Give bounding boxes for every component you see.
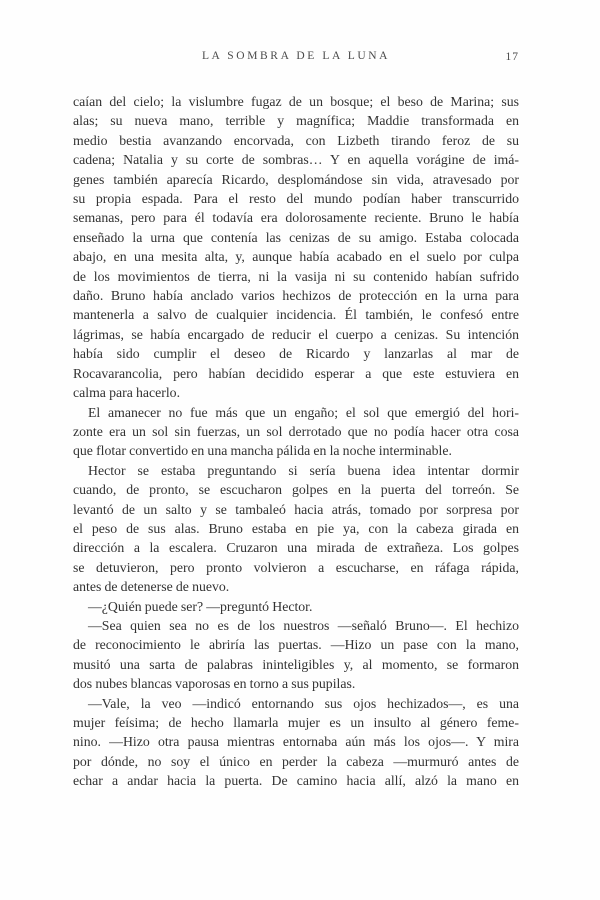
text-line: daño. Bruno había anclado varios hechizos de protección en la urna para bbox=[73, 288, 519, 304]
text-line: su propia espada. Para el resto del mundo podían haber transcurrido bbox=[73, 191, 519, 207]
text-line: mujer feísima; de hecho llamarla mujer es un insulto al género feme- bbox=[73, 715, 519, 730]
text-line: zonte era un sol sin fuerzas, un sol derrotado que no podía hacer otra cosa bbox=[73, 423, 519, 439]
text-line: genes también aparecía Ricardo, desplomándose sin vida, atravesado por bbox=[73, 171, 519, 187]
text-line: nino. —Hizo otra pausa mientras entornaba aún más los ojos—. Y mira bbox=[73, 734, 519, 750]
text-line: cuando, de pronto, se escucharon golpes en la puerta del torreón. Se bbox=[73, 482, 519, 498]
text-body bbox=[73, 92, 519, 791]
text-line: mantenerla a salvo de cualquier incidencia. Él también, le confesó entre bbox=[73, 307, 519, 323]
text-line: levantó de un salto y se tambaleó hacia atrás, tomado por sorpresa por bbox=[73, 501, 519, 517]
text-line: que flotar convertido en una mancha pálida en la noche interminable. bbox=[73, 443, 452, 459]
paragraph bbox=[73, 403, 519, 461]
text-line: —Sea quien sea no es de los nuestros —señaló Bruno—. El hechizo bbox=[88, 617, 519, 633]
text-line: caían del cielo; la vislumbre fugaz de un bosque; el beso de Marina; sus bbox=[73, 94, 519, 109]
text-line: Hector se estaba preguntando si sería buena idea intentar dormir bbox=[88, 462, 519, 478]
text-line: dirección a la escalera. Cruzaron una mirada de extrañeza. Los golpes bbox=[73, 540, 519, 556]
text-line: abajo, en una mesita alta, y, aunque había acabado en el suelo por culpa bbox=[73, 249, 519, 265]
text-line: cadena; Natalia y su corte de sombras… Y en aquella vorágine de imá- bbox=[73, 152, 519, 168]
text-line: medio bestia avanzando encorvada, con Lizbeth tirando feroz de su bbox=[73, 132, 519, 148]
text-line: se detuvieron, pero pronto volvieron a escucharse, en ráfaga rápida, bbox=[73, 559, 519, 575]
text-line: de reconocimiento le abriría las puertas. —Hizo un pase con la mano, bbox=[73, 637, 519, 653]
text-line: semanas, pero para él todavía era dolorosamente reciente. Bruno le había bbox=[73, 210, 519, 226]
paragraph bbox=[73, 694, 519, 791]
page-number: 17 bbox=[505, 51, 519, 63]
text-line: el peso de sus alas. Bruno estaba en pie ya, con la cabeza girada en bbox=[73, 520, 519, 536]
text-line: alas; su nueva mano, terrible y magnífica; Maddie transformada en bbox=[73, 113, 519, 129]
text-line: lágrimas, se había encargado de reducir el cuerpo a cenizas. Su intención bbox=[73, 326, 519, 342]
text-line: —Vale, la veo —indicó entornando sus ojos hechizados—, es una bbox=[88, 695, 519, 711]
text-line: por dónde, no soy el único en perder la cabeza —murmuró antes de bbox=[73, 753, 519, 769]
text-line: —¿Quién puede ser? —preguntó Hector. bbox=[88, 598, 313, 614]
text-line: echar a andar hacia la puerta. De camino hacia allí, alzó la mano en bbox=[73, 773, 519, 789]
paragraph bbox=[73, 616, 519, 694]
text-line: enseñado la urna que contenía las cenizas de su amigo. Estaba colocada bbox=[73, 229, 519, 245]
running-title: LA SOMBRA DE LA LUNA bbox=[201, 50, 391, 62]
text-line: había sido cumplir el deseo de Ricardo y lanzarlas al mar de bbox=[73, 346, 519, 362]
text-line: musitó una sarta de palabras ininteligibles y, al momento, se formaron bbox=[73, 656, 519, 672]
text-line: de los movimientos de tierra, ni la vasija ni su contenido habían sufrido bbox=[73, 268, 519, 284]
text-line: El amanecer no fue más que un engaño; el sol que emergió del hori- bbox=[88, 404, 519, 420]
paragraph bbox=[73, 597, 519, 616]
paragraph bbox=[73, 461, 519, 597]
text-line: Rocavarancolia, pero habían decidido esperar a que este estuviera en bbox=[73, 365, 519, 381]
paragraph bbox=[73, 92, 519, 403]
text-line: calma para hacerlo. bbox=[73, 385, 181, 401]
page-header bbox=[73, 50, 519, 66]
text-line: dos nubes blancas vaporosas en torno a sus pupilas. bbox=[73, 676, 356, 692]
text-line: antes de detenerse de nuevo. bbox=[73, 579, 230, 595]
